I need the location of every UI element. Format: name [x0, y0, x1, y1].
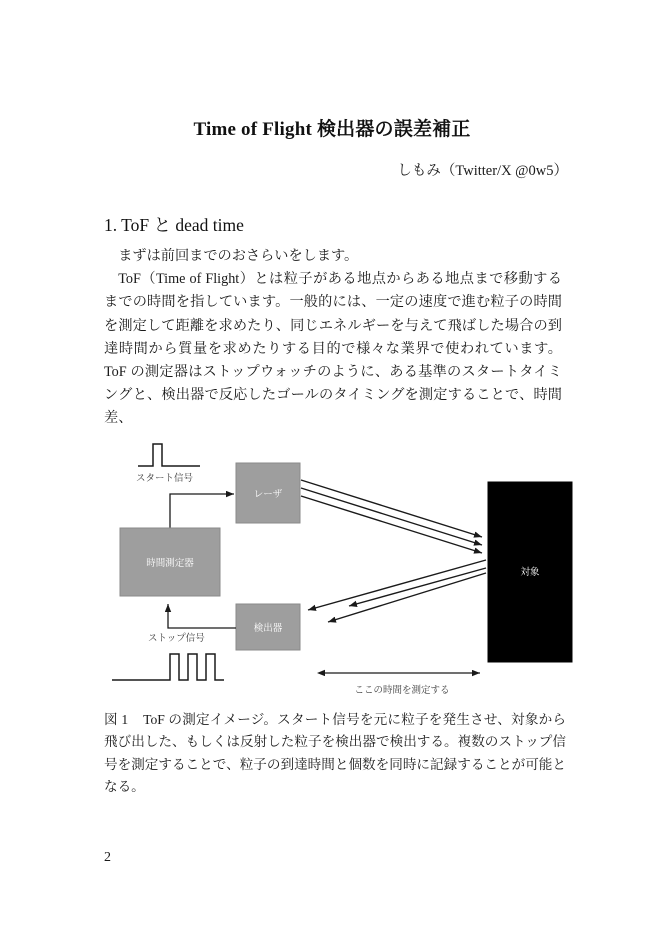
- stop-signal-label: ストップ信号: [148, 633, 205, 644]
- figure-1: [100, 432, 586, 702]
- body-paragraph-2: ToF（Time of Flight）とは粒子がある地点からある地点まで移動するまでの時間を指しています。一般的には、一定の速度で進む粒子の時間を測定して距離を求めたり、同じエネルギーを与えて飛ばした場合の到達時間から質量を求めたりする目的で様々な業界で使われています。ToF の測定器はストップウォッチのように、ある基準のスタートタイミングと、検出器で反応したゴールのタイミングを測定することで、時間差、: [104, 271, 562, 427]
- page-number: 2: [104, 850, 111, 865]
- page-title: Time of Flight 検出器の誤差補正: [193, 119, 471, 140]
- detector-block: [236, 604, 300, 650]
- outgoing-beam-arrows: [301, 480, 482, 553]
- figure-caption: [104, 709, 566, 799]
- timer-block: [120, 528, 220, 596]
- body-paragraph-1: まずは前回までのおさらいをします。: [118, 248, 359, 264]
- section-heading: 1. ToF と dead time: [104, 215, 244, 235]
- laser-block: [236, 463, 300, 523]
- author-byline: しもみ（Twitter/X @0w5）: [397, 163, 568, 179]
- body-text: [104, 245, 562, 431]
- laser-block-label: レーザ: [253, 489, 283, 500]
- detector-block-label: 検出器: [253, 623, 283, 634]
- target-block: [488, 482, 572, 662]
- start-signal-waveform: [138, 444, 200, 466]
- start-signal-label: スタート信号: [136, 473, 194, 484]
- detector-to-timer-connector: [168, 604, 236, 628]
- measured-span-label: ここの時間を測定する: [354, 685, 450, 696]
- timer-block-label: 時間測定器: [146, 558, 194, 569]
- stop-signal-waveform: [112, 654, 224, 680]
- figure-caption-label: 図 1: [104, 712, 129, 727]
- figure-caption-text: ToF の測定イメージ。スタート信号を元に粒子を発生させ、対象から飛び出した、もしくは反射した粒子を検出器で検出する。複数のストップ信号を測定することで、粒子の到達時間と個数を同時に記録することが可能となる。: [104, 712, 566, 795]
- returning-beam-arrows: [308, 560, 486, 622]
- tof-measurement-diagram: [100, 432, 586, 702]
- target-block-label: 対象: [520, 567, 540, 578]
- start-to-laser-connector: [170, 494, 234, 528]
